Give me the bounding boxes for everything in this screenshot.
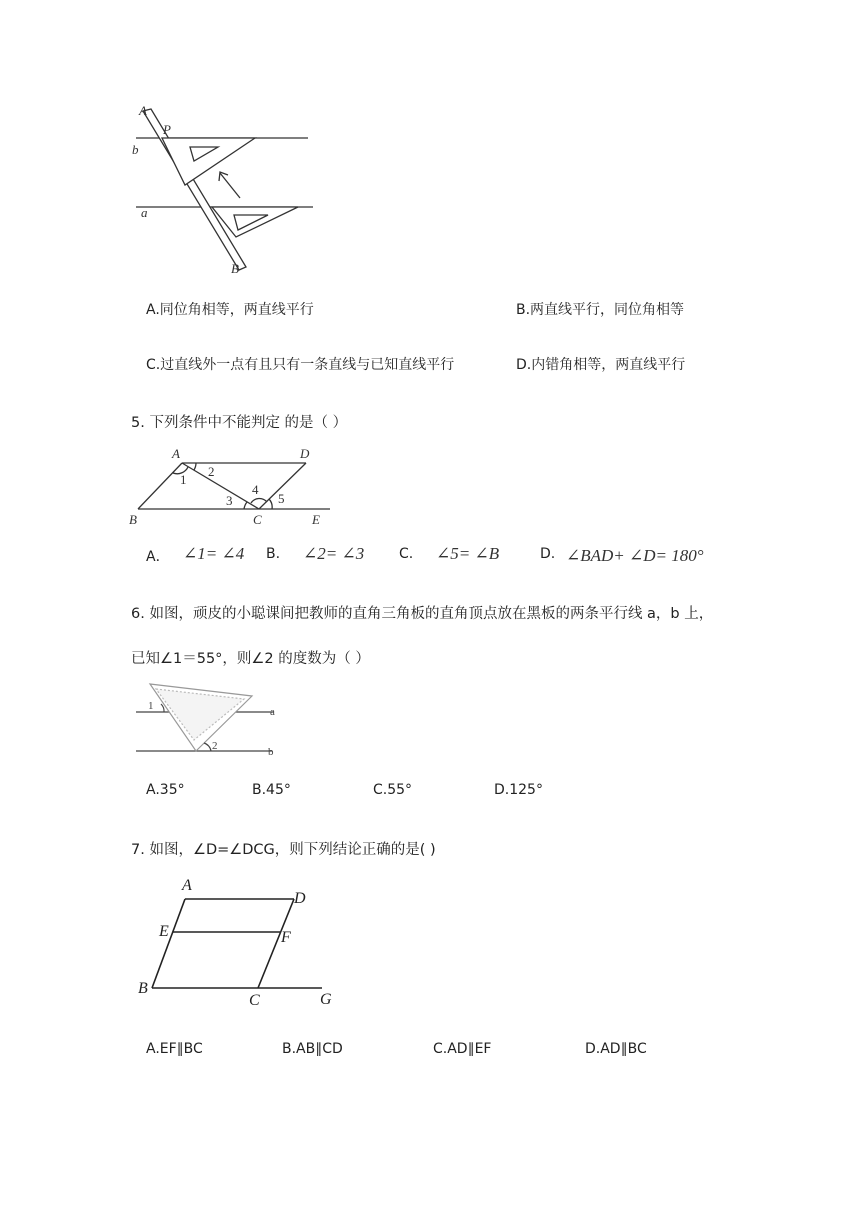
q4-ruler — [143, 109, 246, 270]
q4-label-P: P — [163, 122, 171, 137]
q7-stem: 7. 如图，∠D=∠DCG，则下列结论正确的是( ) — [131, 842, 436, 858]
q4-label-b: b — [132, 142, 139, 157]
q4-triangle-upper — [162, 138, 255, 185]
q6-arc-1 — [161, 704, 164, 712]
q5-label-5: 5 — [278, 491, 285, 506]
q6-stem-line1: 6. 如图，顽皮的小聪课间把教师的直角三角板的直角顶点放在黑板的两条平行线 a，b 上， — [131, 606, 714, 622]
q6-label-a: a — [270, 706, 275, 718]
q5-arc-3 — [244, 502, 247, 509]
q5-arc-2 — [194, 463, 196, 470]
q6-label-2: 2 — [212, 740, 218, 752]
q6-figure — [134, 680, 284, 760]
q5-option-c-prefix[interactable]: C. — [399, 546, 414, 562]
q5-option-d-prefix[interactable]: D. — [540, 546, 556, 562]
q5-option-a-prefix[interactable]: A． — [146, 549, 170, 565]
q6-option-b[interactable]: B.45° — [252, 782, 291, 798]
q7-label-E: E — [159, 923, 169, 940]
q4-figure — [130, 105, 330, 275]
q6-option-c[interactable]: C.55° — [373, 782, 413, 798]
q5-label-C: C — [253, 512, 262, 527]
q7-label-D: D — [294, 890, 306, 907]
q7-option-d[interactable]: D.AD∥BC — [585, 1041, 647, 1057]
q7-label-B: B — [138, 980, 148, 997]
q4-option-d[interactable]: D.内错角相等，两直线平行 — [516, 357, 686, 373]
q4-option-b[interactable]: B.两直线平行，同位角相等 — [516, 302, 685, 318]
q5-label-2: 2 — [208, 464, 215, 479]
q6-stem-line2: 已知∠1＝55°，则∠2 的度数为（ ） — [131, 651, 370, 667]
q5-label-1: 1 — [180, 472, 187, 487]
q4-label-B: B — [231, 261, 239, 276]
q5-stem: 5. 下列条件中不能判定 的是（ ） — [131, 415, 348, 431]
q6-option-d[interactable]: D.125° — [494, 782, 543, 798]
q6-label-b: b — [268, 746, 274, 758]
q7-line-AB — [152, 899, 185, 988]
q5-label-D: D — [300, 446, 310, 461]
q6-arc-2 — [204, 743, 211, 751]
q7-option-a[interactable]: A.EF∥BC — [146, 1041, 203, 1057]
q4-option-a[interactable]: A.同位角相等，两直线平行 — [146, 302, 314, 318]
q4-label-A: A — [139, 103, 147, 118]
q5-arc-4 — [251, 498, 267, 503]
q4-option-c[interactable]: C.过直线外一点有且只有一条直线与已知直线平行 — [146, 357, 455, 373]
q7-option-b[interactable]: B.AB∥CD — [282, 1041, 343, 1057]
q5-option-b-prefix[interactable]: B. — [266, 546, 281, 562]
q7-label-C: C — [249, 992, 260, 1009]
q5-option-c-math[interactable]: ∠5= ∠B — [436, 544, 500, 563]
q6-option-a[interactable]: A.35° — [146, 782, 185, 798]
q5-figure — [126, 445, 336, 525]
q5-label-3: 3 — [226, 493, 233, 508]
q7-figure — [136, 872, 346, 1012]
q4-label-a: a — [141, 205, 148, 220]
q7-label-F: F — [281, 929, 291, 946]
q5-label-B: B — [129, 512, 137, 527]
q5-option-a-math[interactable]: ∠1= ∠4 — [183, 544, 245, 563]
q5-label-E: E — [312, 512, 320, 527]
q7-option-c[interactable]: C.AD∥EF — [433, 1041, 492, 1057]
q5-line-AC — [182, 463, 259, 509]
q7-label-A: A — [182, 877, 192, 894]
q5-option-d-math[interactable]: ∠BAD+ ∠D= 180° — [566, 546, 704, 565]
q7-label-G: G — [320, 991, 332, 1008]
q5-arc-5 — [269, 499, 272, 509]
q5-option-b-math[interactable]: ∠2= ∠3 — [303, 544, 365, 563]
q5-line-AB — [138, 463, 182, 509]
q4-arrow — [220, 173, 240, 198]
q5-label-A: A — [172, 446, 180, 461]
q6-label-1: 1 — [148, 700, 154, 712]
q5-label-4: 4 — [252, 482, 259, 497]
